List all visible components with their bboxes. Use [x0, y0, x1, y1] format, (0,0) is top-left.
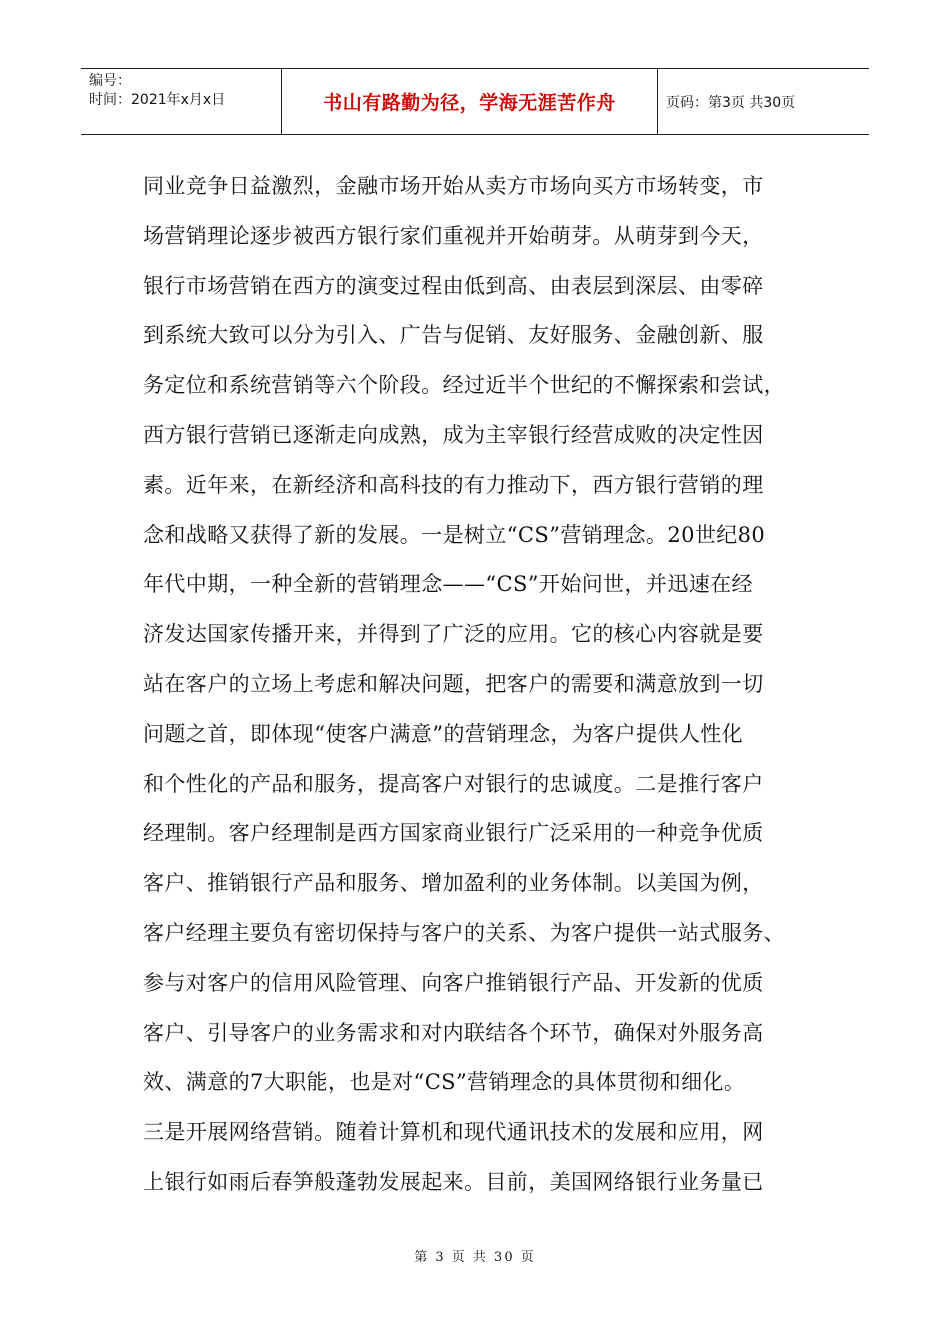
- text-line: 客户、推销银行产品和服务、增加盈利的业务体制。以美国为例，: [143, 871, 764, 896]
- text-line: 年代中期，一种全新的营销理念——“CS”开始问世，并迅速在经: [143, 572, 753, 597]
- document-number-label: 编号：: [89, 73, 131, 89]
- text-line: 经理制。客户经理制是西方国家商业银行广泛采用的一种竞争优质: [143, 821, 764, 846]
- header-meta: [81, 69, 282, 134]
- page-footer: 第 3 页 共 30 页: [414, 1250, 536, 1265]
- text-line: 银行市场营销在西方的演变过程由低到高、由表层到深层、由零碎: [143, 273, 764, 298]
- header-motto: 书山有路勤为径，学海无涯苦作舟: [282, 69, 658, 134]
- text-line: 到系统大致可以分为引入、广告与促销、友好服务、金融创新、服: [143, 323, 764, 348]
- text-line: 素。近年来，在新经济和高科技的有力推动下，西方银行营销的理: [143, 472, 764, 497]
- body-text: [143, 162, 823, 1208]
- text-line: 上银行如雨后春笋般蓬勃发展起来。目前，美国网络银行业务量已: [143, 1169, 764, 1194]
- text-line: 场营销理论逐步被西方银行家们重视并开始萌芽。从萌芽到今天，: [143, 223, 764, 248]
- text-line: 和个性化的产品和服务，提高客户对银行的忠诚度。二是推行客户: [143, 771, 764, 796]
- text-line: 西方银行营销已逐渐走向成熟，成为主宰银行经营成败的决定性因: [143, 422, 764, 447]
- header-page-code: 页码：第3页 共30页: [666, 94, 796, 111]
- text-line: 参与对客户的信用风险管理、向客户推销银行产品、开发新的优质: [143, 970, 764, 995]
- text-line: 务定位和系统营销等六个阶段。经过近半个世纪的不懈探索和尝试，: [143, 373, 785, 398]
- page-header: [81, 68, 869, 135]
- document-time-label: 时间：2021年x月x日: [89, 92, 226, 108]
- text-line: 客户经理主要负有密切保持与客户的关系、为客户提供一站式服务、: [143, 920, 785, 945]
- text-line: 站在客户的立场上考虑和解决问题，把客户的需要和满意放到一切: [143, 671, 764, 696]
- text-line: 同业竞争日益激烈，金融市场开始从卖方市场向买方市场转变，市: [143, 174, 764, 198]
- text-line: 问题之首，即体现“使客户满意”的营销理念，为客户提供人性化: [143, 721, 744, 746]
- text-line: 三是开展网络营销。随着计算机和现代通讯技术的发展和应用，网: [143, 1120, 764, 1145]
- text-line: 念和战略又获得了新的发展。一是树立“CS”营销理念。20世纪80: [143, 522, 766, 547]
- text-line: 效、满意的7大职能，也是对“CS”营销理念的具体贯彻和细化。: [143, 1070, 746, 1095]
- text-line: 客户、引导客户的业务需求和对内联结各个环节，确保对外服务高: [143, 1020, 764, 1045]
- text-line: 济发达国家传播开来，并得到了广泛的应用。它的核心内容就是要: [143, 622, 764, 647]
